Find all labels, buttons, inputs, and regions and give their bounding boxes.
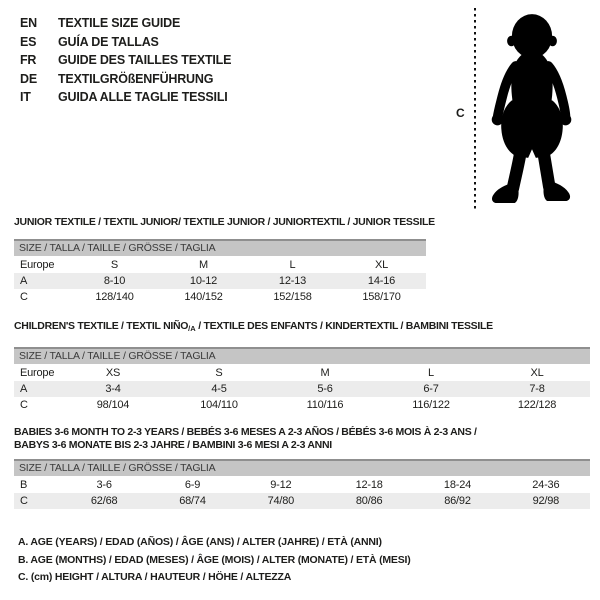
size-cell: L: [428, 367, 434, 379]
value-cell: 86/92: [444, 495, 471, 507]
value-cell: 110/116: [306, 399, 344, 411]
language-list: [20, 14, 231, 107]
language-row: [20, 51, 231, 70]
legend-line-a: A. AGE (YEARS) / EDAD (AÑOS) / ÂGE (ANS) / ALTER (JAHRE) / ETÀ (ANNI): [18, 536, 382, 548]
table-row: [14, 273, 426, 289]
language-label: GUÍA DE TALLAS: [58, 34, 159, 49]
language-row: [20, 88, 231, 107]
size-cell: XS: [105, 367, 121, 379]
table-row: [14, 257, 426, 273]
value-cell: 62/68: [90, 495, 118, 507]
babies-table-title: [14, 426, 590, 452]
table-row: [14, 289, 426, 305]
value-cell: 6-7: [423, 383, 439, 395]
children-title-post: / TEXTILE DES ENFANTS / KINDERTEXTIL / BAMBINI TESSILE: [195, 320, 493, 332]
junior-table: [14, 216, 435, 305]
value-cell: 80/86: [355, 495, 383, 507]
value-cell: 9-12: [270, 479, 292, 491]
row-label: B: [20, 479, 28, 491]
language-label: TEXTILE SIZE GUIDE: [58, 16, 181, 31]
table-row: [14, 493, 590, 509]
row-label: Europe: [20, 367, 55, 379]
table-row: [14, 365, 590, 381]
size-cell: M: [320, 367, 330, 379]
language-code: FR: [20, 53, 37, 68]
value-cell: 3-6: [96, 479, 112, 491]
size-cell: XL: [530, 367, 544, 379]
babies-table: [14, 426, 590, 509]
language-row: [20, 14, 231, 33]
babies-title-line2: BABYS 3-6 MONATE BIS 2-3 JAHRE / BAMBINI 3-6 MESI A 2-3 ANNI: [14, 439, 332, 451]
value-cell: 12-13: [278, 275, 307, 287]
value-cell: 18-24: [443, 479, 472, 491]
legend-line-c: C. (cm) HEIGHT / ALTURA / HAUTEUR / HÖHE / ALTEZZA: [18, 571, 292, 583]
value-cell: 104/110: [200, 399, 238, 411]
language-code: EN: [20, 16, 37, 31]
value-cell: 8-10: [103, 275, 126, 287]
value-cell: 68/74: [179, 495, 206, 507]
language-code: DE: [20, 71, 37, 86]
value-cell: 4-5: [211, 383, 227, 395]
value-cell: 158/170: [362, 291, 401, 303]
value-cell: 152/158: [273, 291, 312, 303]
value-cell: 128/140: [95, 291, 134, 303]
size-cell: S: [110, 259, 119, 271]
children-title-pre: CHILDREN'S TEXTILE / TEXTIL NIÑO: [14, 320, 189, 332]
value-cell: 74/80: [267, 495, 295, 507]
language-label: TEXTILGRÖßENFÜHRUNG: [58, 71, 214, 86]
row-label: A: [20, 383, 28, 395]
junior-table-title: JUNIOR TEXTILE / TEXTIL JUNIOR/ TEXTILE JUNIOR / JUNIORTEXTIL / JUNIOR TESSILE: [14, 216, 435, 228]
children-title-sub: /A: [188, 324, 196, 333]
babies-title-line1: BABIES 3-6 MONTH TO 2-3 YEARS / BEBÉS 3-6 MESES A 2-3 AÑOS / BÉBÉS 3-6 MOIS À 2-3 ANS /: [14, 426, 477, 438]
children-table-title: [14, 320, 590, 335]
value-cell: 3-4: [105, 383, 121, 395]
measurement-legend: [18, 536, 411, 589]
table-row: [14, 397, 590, 413]
value-cell: 12-18: [355, 479, 383, 491]
value-cell: 5-6: [317, 383, 333, 395]
language-code: ES: [20, 34, 37, 49]
value-cell: 116/122: [412, 399, 450, 411]
language-row: [20, 33, 231, 52]
value-cell: 24-36: [532, 479, 560, 491]
value-cell: 140/152: [184, 291, 223, 303]
value-cell: 6-9: [184, 479, 201, 491]
children-table: [14, 320, 590, 413]
value-cell: 7-8: [529, 383, 545, 395]
value-cell: 14-16: [367, 275, 396, 287]
size-header-bar: SIZE / TALLA / TAILLE / GRÖSSE / TAGLIA: [14, 347, 590, 364]
row-label: Europe: [20, 259, 55, 271]
height-dotted-line: [474, 8, 476, 212]
row-label: A: [20, 275, 28, 287]
size-cell: L: [289, 259, 296, 271]
row-label: C: [20, 399, 28, 411]
value-cell: 122/128: [517, 399, 557, 411]
language-row: [20, 70, 231, 89]
size-header-bar: SIZE / TALLA / TAILLE / GRÖSSE / TAGLIA: [14, 459, 590, 476]
size-cell: S: [215, 367, 223, 379]
value-cell: 92/98: [532, 495, 560, 507]
language-label: GUIDE DES TAILLES TEXTILE: [58, 53, 232, 68]
language-code: IT: [20, 90, 31, 105]
toddler-silhouette-icon: [486, 9, 578, 211]
measure-c-label: C: [456, 106, 465, 120]
table-row: [14, 477, 590, 493]
size-cell: M: [199, 259, 208, 271]
row-label: C: [20, 291, 28, 303]
language-label: GUIDA ALLE TAGLIE TESSILI: [58, 90, 228, 105]
value-cell: 98/104: [96, 399, 130, 411]
size-header-bar: SIZE / TALLA / TAILLE / GRÖSSE / TAGLIA: [14, 239, 426, 256]
table-row: [14, 381, 590, 397]
size-cell: XL: [374, 259, 389, 271]
value-cell: 10-12: [189, 275, 218, 287]
row-label: C: [20, 495, 28, 507]
legend-line-b: B. AGE (MONTHS) / EDAD (MESES) / ÂGE (MOIS) / ALTER (MONATE) / ETÀ (MESI): [18, 553, 411, 566]
